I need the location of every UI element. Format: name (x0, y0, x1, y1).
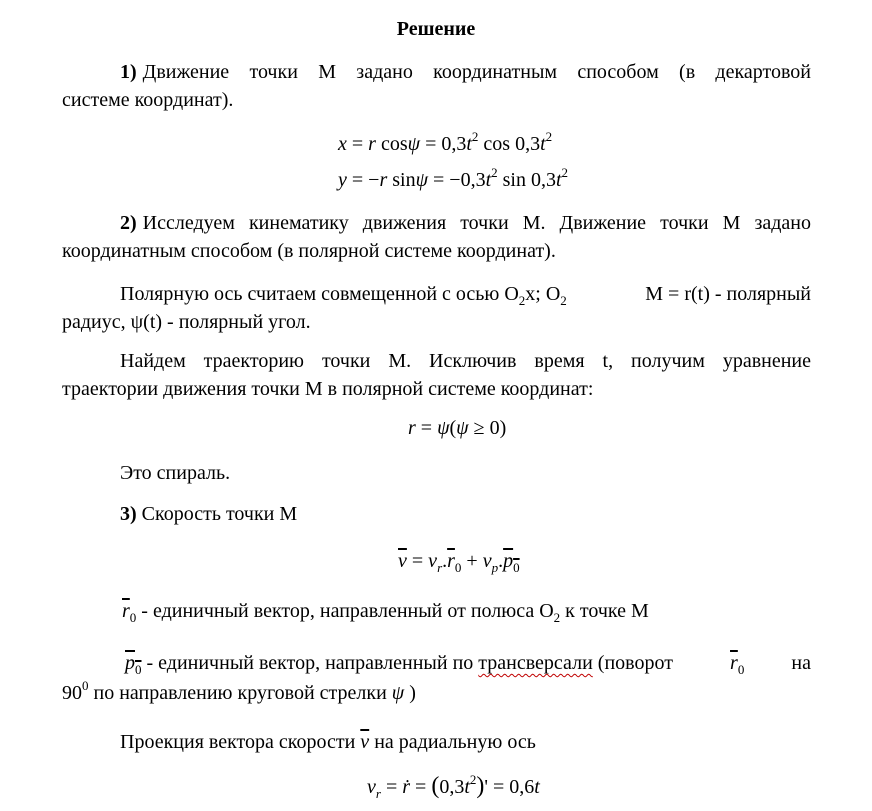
polar-text-a: Полярную ось считаем совмещенной с осью $O_2x$; $O_2$ (120, 283, 567, 308)
formula-spiral: r = ψ(ψ ≥ 0) (408, 417, 507, 439)
section-3-text: Скорость точки М (141, 503, 298, 525)
section-2-line-1 (120, 211, 811, 235)
formula-y-eq: = −0,3t (433, 169, 492, 191)
page-title: Решение (396, 18, 476, 40)
formula-y-sin: sin 0,3t (502, 169, 562, 191)
formula-velocity: $\overline{v} = v_r.\overline{r}_0 + v_p.p_0$ (398, 550, 520, 575)
section-2-number: 2) (120, 212, 137, 234)
formula-x-sup2: 2 (545, 129, 553, 144)
formula-x-eq: = 0,3t (425, 133, 472, 155)
p0-definition-line-1: $p_0$ - единичный вектор, направленный по трансверсали (поворот $\overline{r}_0$ на (125, 652, 811, 677)
formula-x (338, 129, 553, 156)
formula-y-mid: = −r sin (351, 169, 416, 191)
p0-definition-line-2: $90^0$ по направлению круговой стрелки ψ ) (62, 678, 416, 704)
section-3-number: 3) (120, 503, 137, 525)
formula-y-sup2: 2 (561, 165, 569, 180)
formula-x-lhs: x (338, 133, 347, 155)
formula-y-psi: ψ (415, 169, 429, 191)
r0-symbol: $\overline{r}$ (122, 600, 130, 622)
section-2-text-1: Исследуем кинематику движения точки М. Движение точки М задано (142, 212, 811, 234)
section-1-line-1 (120, 60, 811, 84)
spiral-text: Это спираль. (120, 462, 231, 484)
polar-line-1 (120, 282, 811, 306)
section-2-line-2: координатным способом (в полярной системе координат). (62, 240, 556, 262)
section-3-line (120, 502, 297, 526)
r0-definition: $\overline{r}_0$ - единичный вектор, направленный от полюса $O_2$ к точке М (122, 600, 649, 625)
section-1-text-1: Движение точки М задано координатным способом (в декартовой (142, 61, 811, 83)
section-1-line-2: системе координат). (62, 89, 234, 111)
polar-line-2: радиус, ψ(t) - полярный угол. (62, 311, 311, 333)
section-1-number: 1) (120, 61, 137, 83)
formula-y-lhs: y (338, 169, 347, 191)
formula-x-mid: = r cos (351, 133, 408, 155)
transversal-word: трансверсали (478, 652, 593, 674)
formula-y (338, 165, 569, 192)
formula-radial-velocity: $v_r$ = ṙ = $(0,3t^2)' = 0,6t$ (367, 772, 540, 801)
formula-y-sup: 2 (491, 165, 498, 180)
velocity-symbol: $\overline{v}$ (360, 731, 370, 753)
p0-symbol: p (125, 652, 135, 674)
formula-x-psi: ψ (407, 133, 421, 155)
formula-x-cos: cos 0,3t (483, 133, 546, 155)
formula-x-sup: 2 (471, 129, 479, 144)
formula-velocity-v: $\overline{v}$ (398, 550, 407, 572)
projection-text: Проекция вектора скорости $\overline{v}$ на радиальную ось (120, 731, 536, 753)
trajectory-line-1: Найдем траекторию точки М. Исключив время t, получим уравнение (120, 350, 811, 372)
trajectory-line-2: траектории движения точки М в полярной системе координат: (62, 378, 594, 400)
polar-text-c: M = r(t) - полярный (645, 283, 811, 305)
